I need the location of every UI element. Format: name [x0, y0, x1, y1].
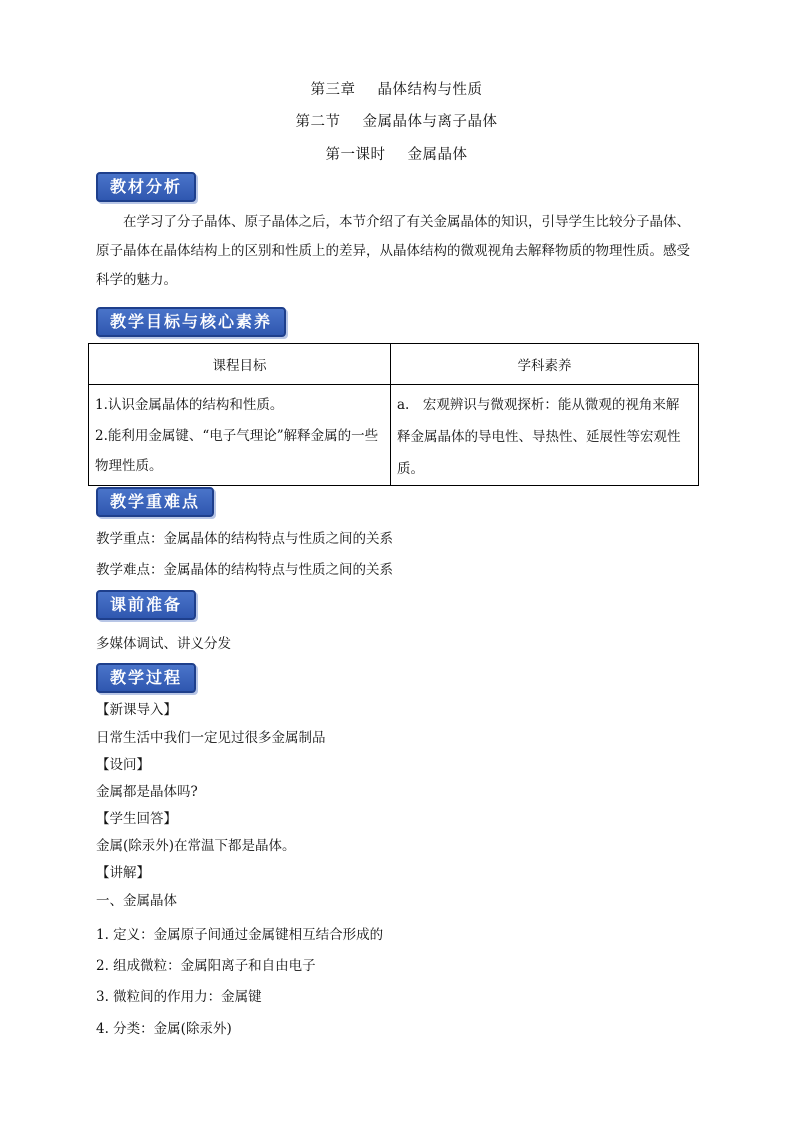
list-item: 3. 微粒间的作用力：金属键	[96, 989, 262, 1005]
section-number: 第二节	[295, 114, 341, 130]
lesson-name: 金属晶体	[407, 147, 468, 163]
chapter-title	[0, 78, 793, 99]
badge-goals: 教学目标与核心素养	[96, 307, 286, 337]
preparation-text: 多媒体调试、讲义分发	[96, 636, 231, 652]
key-point-line: 教学重点：金属晶体的结构特点与性质之间的关系	[96, 531, 393, 547]
goal-item-2: 2.能利用金属键、“电子气理论”解释金属的一些物理性质。	[95, 428, 379, 474]
question-text: 金属都是晶体吗?	[96, 784, 198, 800]
chapter-number: 第三章	[310, 82, 356, 98]
difficult-point-line: 教学难点：金属晶体的结构特点与性质之间的关系	[96, 562, 393, 578]
badge-preparation: 课前准备	[96, 590, 196, 620]
answer-tag: 【学生回答】	[96, 811, 177, 827]
list-item: 1. 定义：金属原子间通过金属键相互结合形成的	[96, 927, 384, 943]
course-goals-cell	[89, 385, 391, 486]
goals-table-row	[89, 385, 699, 486]
section-title	[0, 110, 793, 131]
lesson-title	[0, 143, 793, 164]
goals-table-header-row	[89, 344, 699, 385]
lecture-heading: 一、金属晶体	[96, 893, 177, 909]
list-item: 2. 组成微粒：金属阳离子和自由电子	[96, 958, 316, 974]
lesson-number: 第一课时	[325, 147, 386, 163]
literacy-item-a: a. 宏观辨识与微观探析：能从微观的视角来解释金属晶体的导电性、导热性、延展性等宏观性质。	[397, 397, 681, 477]
badge-textbook-analysis: 教材分析	[96, 172, 196, 202]
goals-table	[88, 343, 699, 486]
chapter-name: 晶体结构与性质	[377, 82, 483, 98]
subject-literacy-cell	[391, 385, 699, 486]
badge-teaching-process: 教学过程	[96, 663, 196, 693]
question-tag: 【设问】	[96, 757, 150, 773]
intro-tag: 【新课导入】	[96, 702, 177, 718]
header-course-goals: 课程目标	[89, 344, 391, 385]
lecture-tag: 【讲解】	[96, 865, 150, 881]
badge-keypoints: 教学重难点	[96, 487, 214, 517]
section-name: 金属晶体与离子晶体	[362, 114, 498, 130]
goal-item-1: 1.认识金属晶体的结构和性质。	[95, 397, 284, 413]
answer-text: 金属(除汞外)在常温下都是晶体。	[96, 838, 296, 854]
header-subject-literacy: 学科素养	[391, 344, 699, 385]
analysis-paragraph: 在学习了分子晶体、原子晶体之后，本节介绍了有关金属晶体的知识，引导学生比较分子晶体、原子晶体在晶体结构上的区别和性质上的差异，从晶体结构的微观视角去解释物质的物理性质。感受科学的魅力。	[96, 214, 690, 288]
intro-text: 日常生活中我们一定见过很多金属制品	[96, 730, 326, 746]
list-item: 4. 分类：金属(除汞外)	[96, 1021, 232, 1037]
